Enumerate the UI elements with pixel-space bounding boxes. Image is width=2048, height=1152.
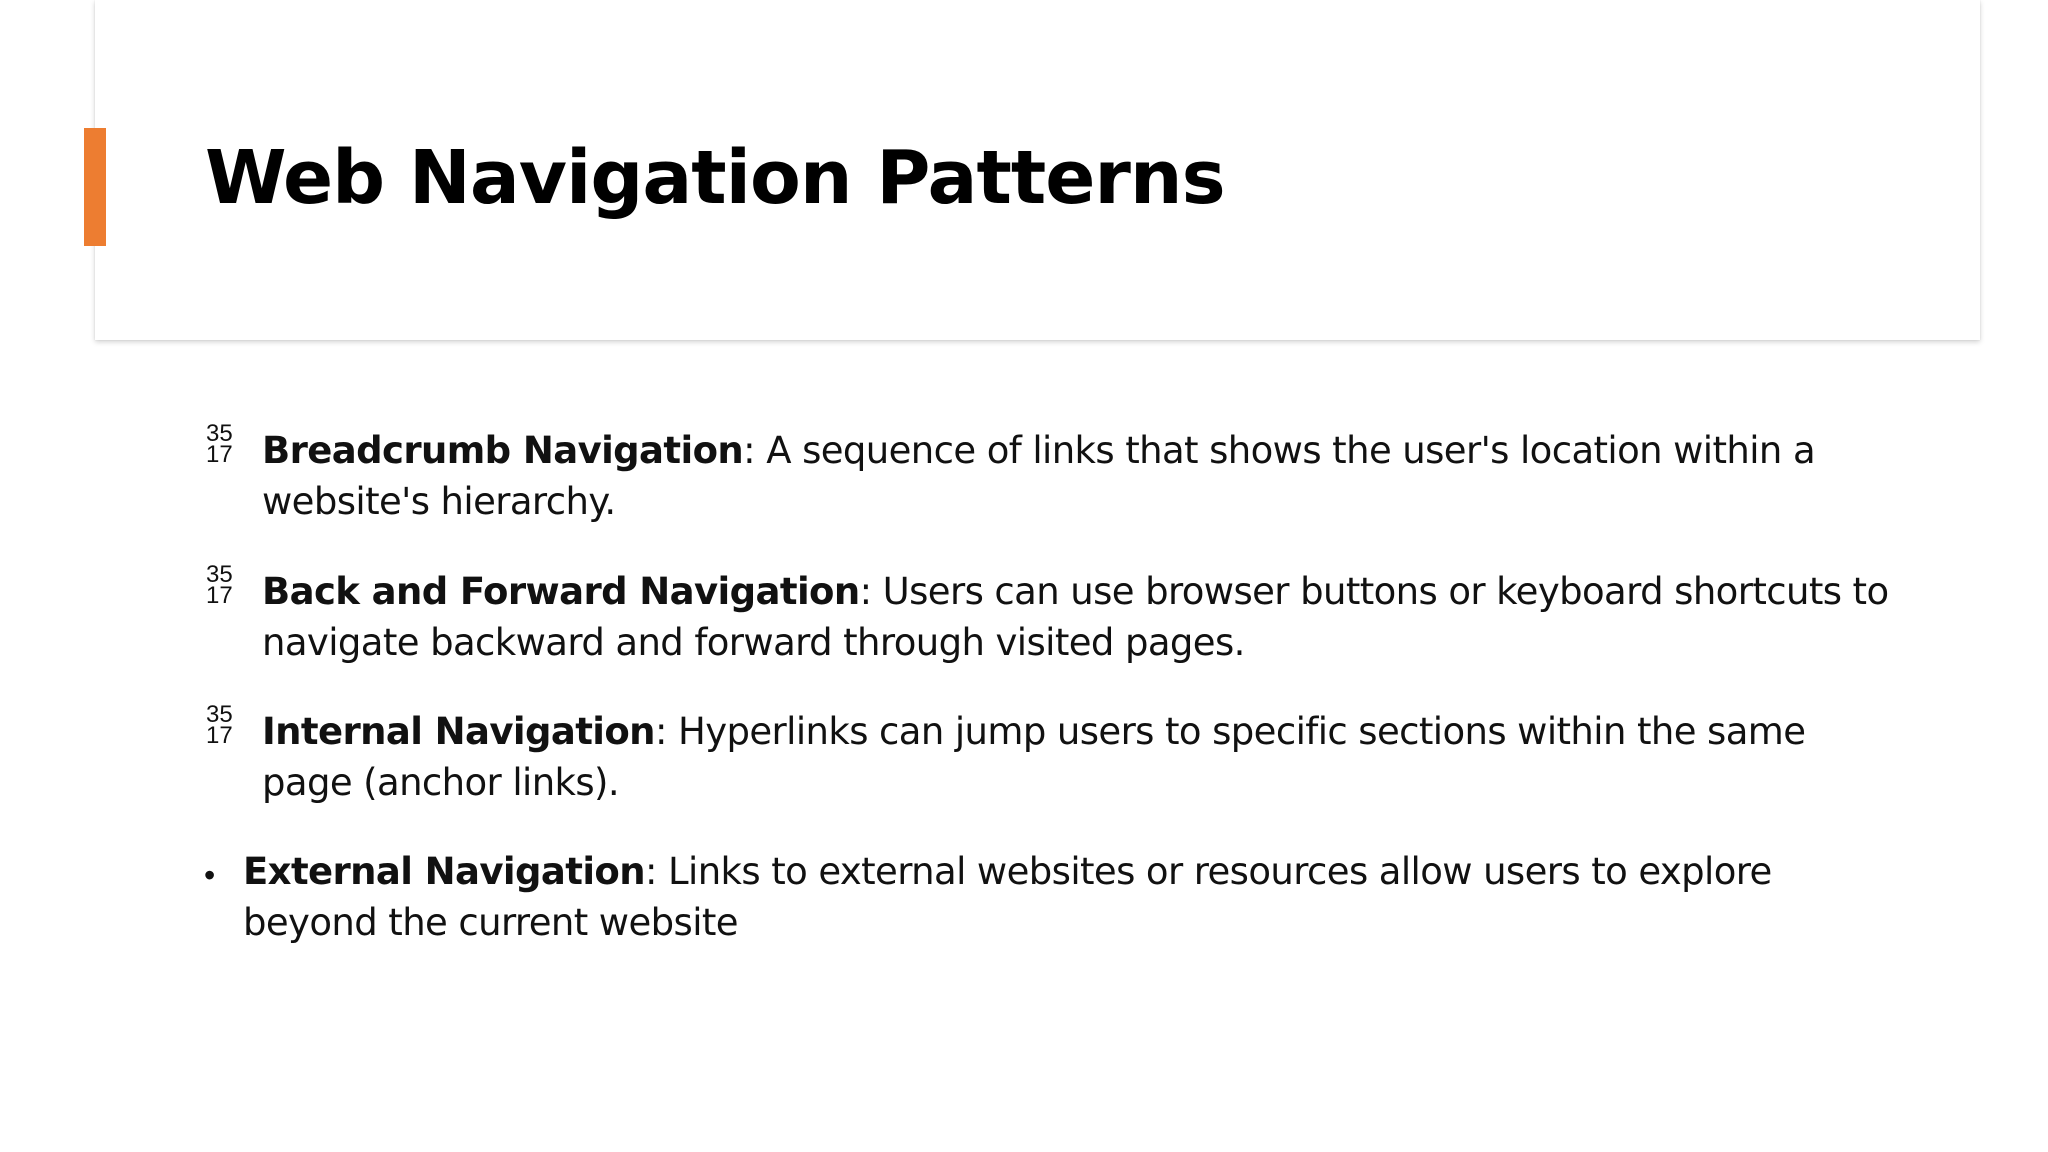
- bullet-separator: :: [644, 850, 657, 893]
- bullet-term: Internal Navigation: [262, 710, 655, 753]
- slide-title: Web Navigation Patterns: [205, 135, 1225, 221]
- bullet-term: Back and Forward Navigation: [262, 570, 860, 613]
- bullet-separator: :: [654, 710, 667, 753]
- bullet-text: [262, 425, 1892, 527]
- bullet-text: [262, 706, 1892, 808]
- bullet-marker-bottom: 17: [206, 722, 233, 749]
- bullet-marker-bottom: 17: [206, 441, 233, 468]
- bullet-marker-bottom: 17: [206, 582, 233, 609]
- bullet-marker-number: [206, 420, 246, 468]
- bullet-marker-top: 35: [206, 561, 233, 588]
- bullet-marker-number: [206, 561, 246, 609]
- bullet-marker-top: 35: [206, 420, 233, 447]
- bullet-description: Hyperlinks can jump users to specific sections within the same page (anchor links).: [262, 710, 1806, 804]
- bullet-term: Breadcrumb Navigation: [262, 429, 744, 472]
- bullet-marker-dot: •: [204, 857, 216, 893]
- bullet-description: Users can use browser buttons or keyboard shortcuts to navigate backward and forward through visited pages.: [262, 570, 1889, 664]
- bullet-separator: :: [743, 429, 756, 472]
- bullet-term: External Navigation: [243, 850, 645, 893]
- bullet-text: [243, 846, 1873, 948]
- bullet-marker-top: 35: [206, 701, 233, 728]
- bullet-separator: :: [859, 570, 872, 613]
- bullet-text: [262, 566, 1892, 668]
- title-accent-bar: [84, 128, 106, 246]
- bullet-marker-number: [206, 701, 246, 749]
- bullet-description: Links to external websites or resources allow users to explore beyond the current website: [243, 850, 1772, 944]
- bullet-description: A sequence of links that shows the user's location within a website's hierarchy.: [262, 429, 1816, 523]
